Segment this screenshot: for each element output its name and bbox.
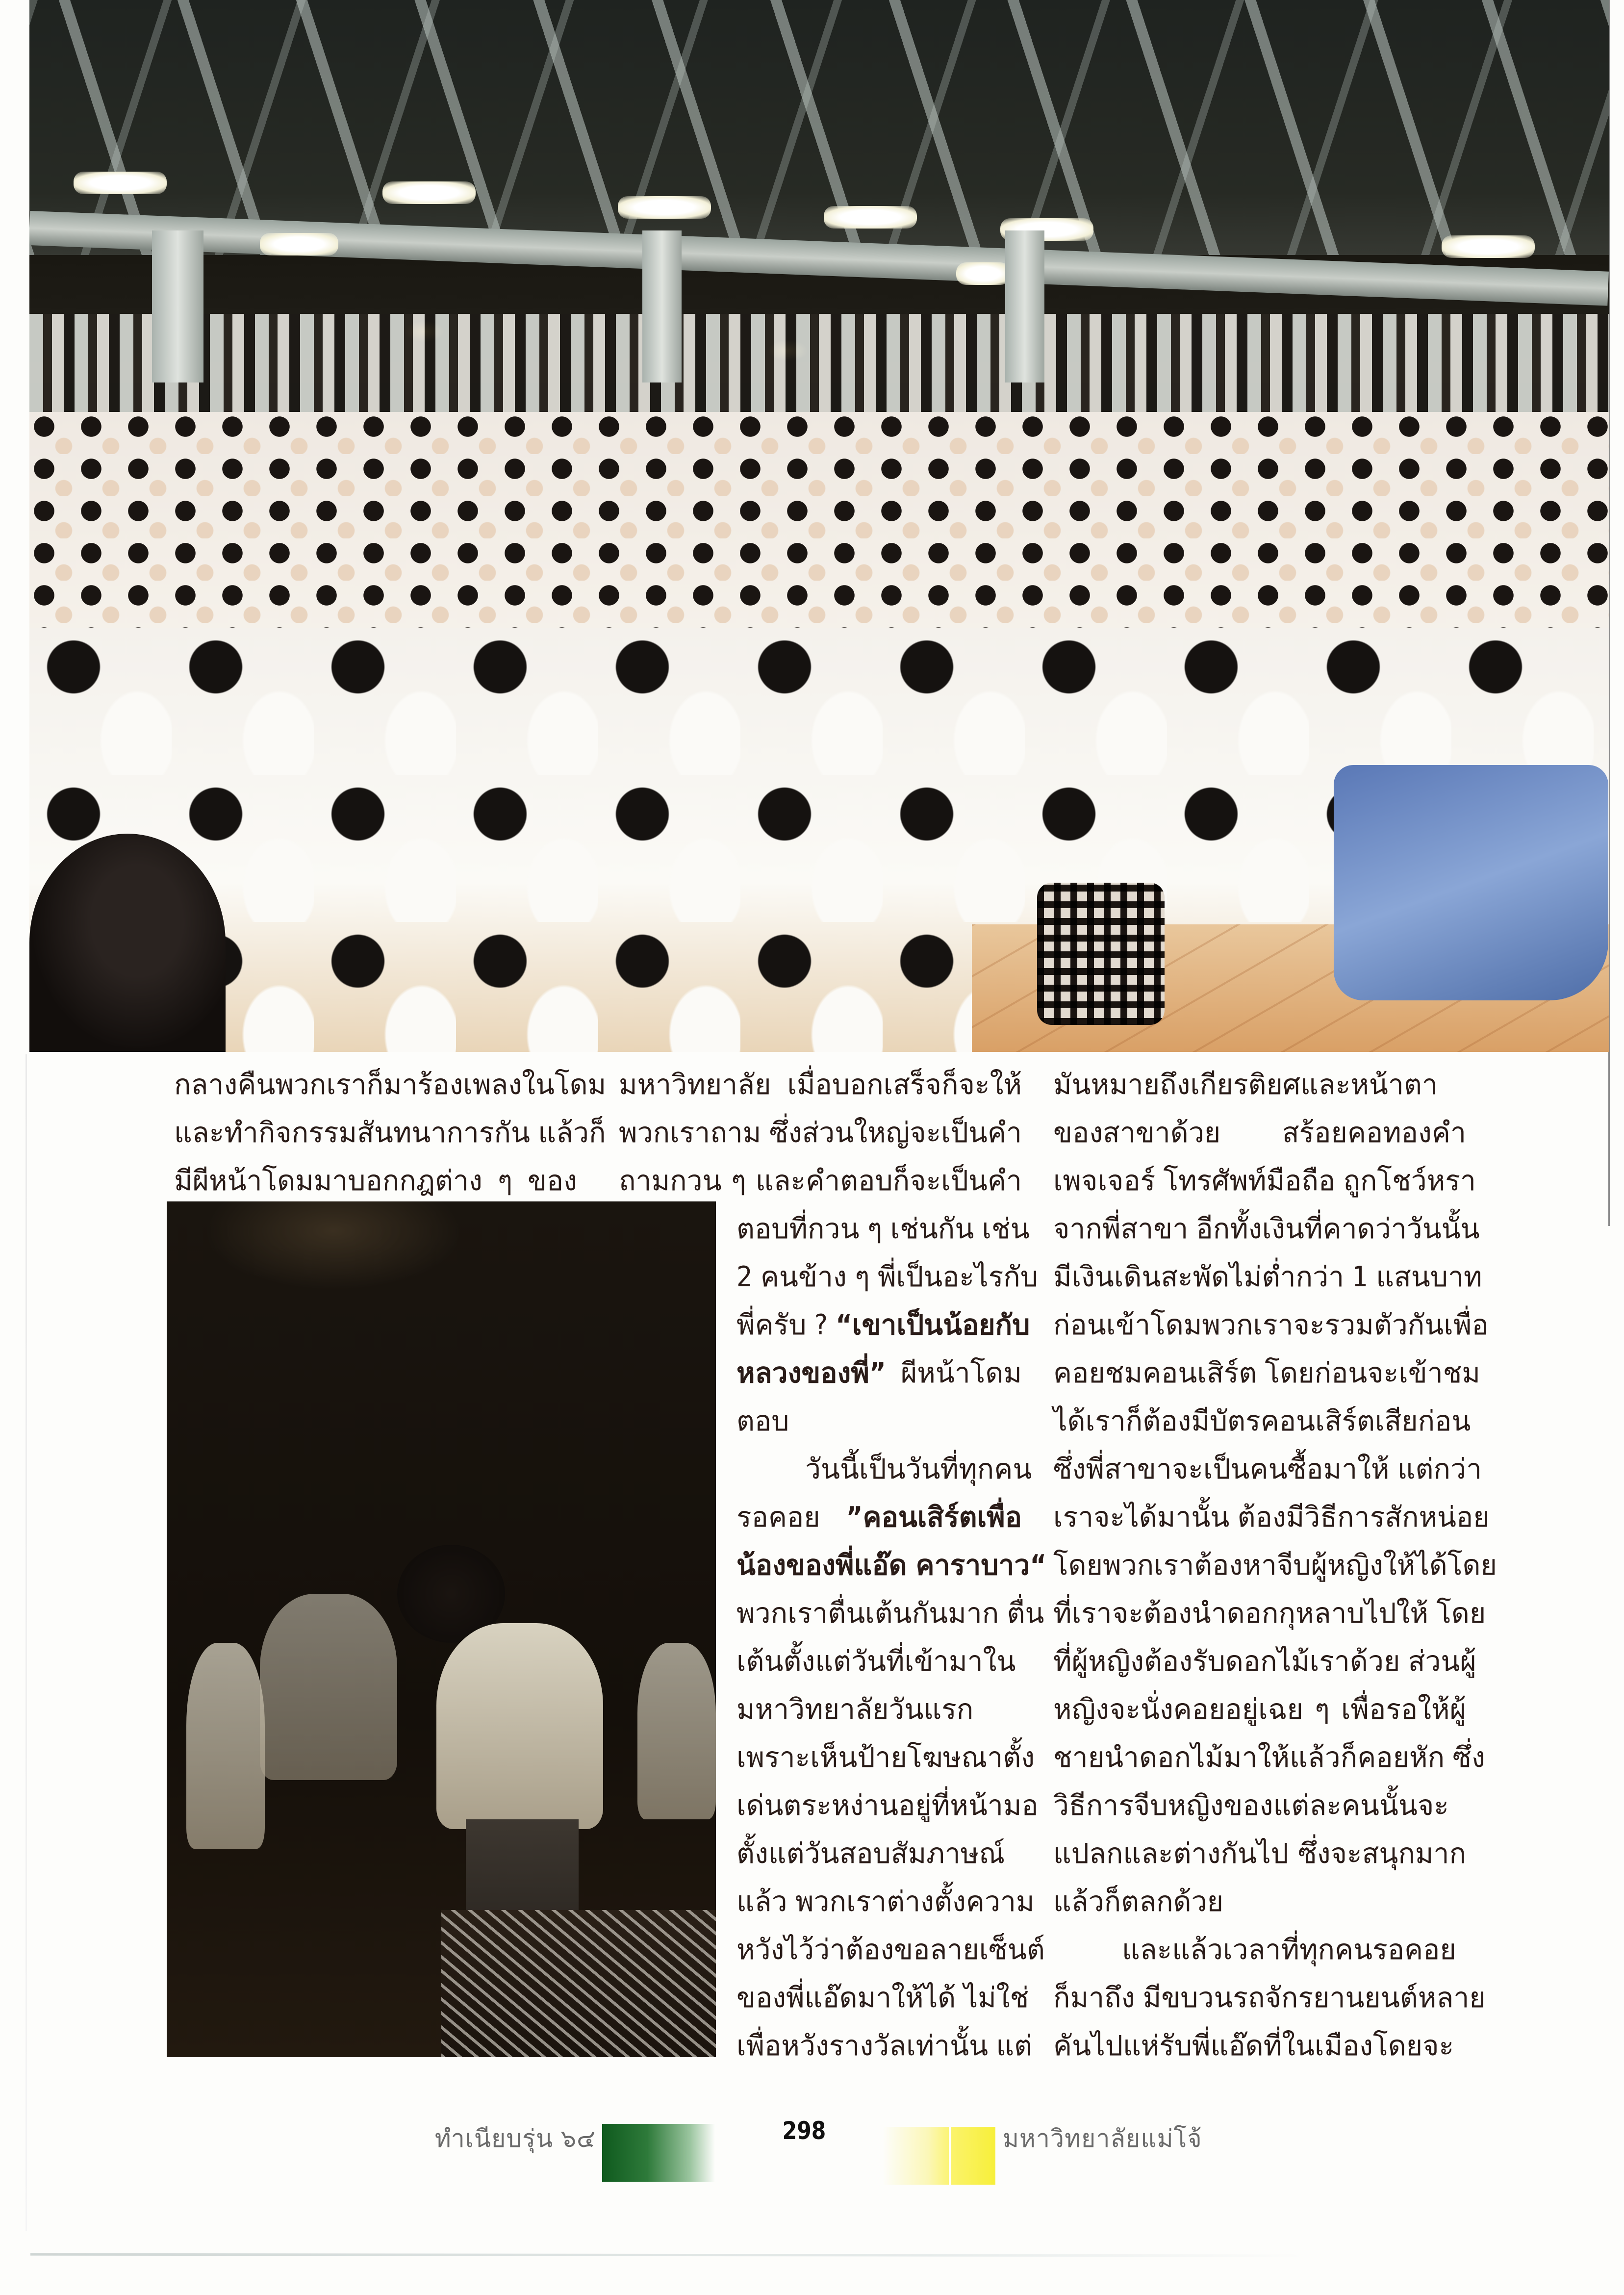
line-text: ที่เราจะต้องนำดอกกุหลาบไปให้ โดย [1053, 1597, 1486, 1630]
article-line [1053, 1974, 1486, 2022]
line-text: เพื่อหวังรางวัลเท่านั้น แต่ [736, 2030, 1033, 2062]
line-text: คันไปแห่รับพี่แอ๊ดที่ในเมืองโดยจะ [1053, 2030, 1454, 2062]
emphasized-text: หลวงของพี่” [736, 1357, 886, 1389]
green-color-bar [602, 2124, 715, 2182]
hall-pillar [152, 230, 203, 382]
line-text: ซึ่งพี่สาขาจะเป็นคนซื้อมาให้ แต่กว่า [1053, 1453, 1482, 1485]
article-line [1053, 1301, 1489, 1349]
yellow-color-bar [883, 2127, 995, 2185]
university-name: มหาวิทยาลัยแม่โจ้ [1003, 2124, 1202, 2153]
line-text: พี่ครับ ? [736, 1309, 836, 1341]
line-text: และแล้วเวลาที่ทุกคนรอคอย [1122, 1934, 1456, 1966]
article-line: พวกเราถาม ซึ่งส่วนใหญ่จะเป็นคำ [619, 1117, 1022, 1149]
plaid-shirt-foreground [441, 1910, 716, 2057]
ceiling-lamp [382, 181, 476, 204]
line-text: วิธีการจีบหญิงของแต่ละคนนั้นจะ [1053, 1789, 1449, 1822]
article-line [1053, 1878, 1466, 1926]
line-text: ก่อนเข้าโดมพวกเราจะรวมตัวกันเพื่อ [1053, 1309, 1489, 1341]
article-line [736, 1878, 1035, 1926]
line-text: เต้นตั้งแต่วันที่เข้ามาใน [736, 1645, 1016, 1678]
article-line [1053, 2022, 1466, 2070]
line-text: โดยพวกเราต้องหาจีบผู้หญิงให้ได้โดย [1053, 1549, 1497, 1581]
line-text: มหาวิทยาลัยวันแรก [736, 1693, 974, 1726]
article-line [736, 1397, 1022, 1445]
article-line [1053, 1205, 1480, 1253]
line-text: วันนี้เป็นวันที่ทุกคน [805, 1453, 1032, 1485]
ceiling-lamp [824, 206, 917, 229]
article-line [736, 1349, 1022, 1397]
article-line [1053, 1253, 1482, 1301]
line-text: มันหมายถึงเกียรติยศและหน้าตา [1053, 1069, 1438, 1101]
article-line [736, 1974, 1029, 2022]
article-column-2-top [619, 1061, 1022, 1205]
foreground-head [29, 834, 226, 1052]
article-line: มหาวิทยาลัย เมื่อบอกเสร็จก็จะให้ [619, 1069, 1022, 1101]
line-text: หญิงจะนั่งคอยอยู่เฉย ๆ เพื่อรอให้ผู้ [1053, 1693, 1466, 1726]
article-column-1 [174, 1061, 607, 1205]
line-text: แปลกและต่างกันไป ซึ่งจะสนุกมาก [1053, 1837, 1466, 1870]
ceiling-lamp [618, 196, 711, 219]
article-line [736, 1734, 1035, 1782]
article-line [736, 1830, 1022, 1878]
ceiling-lamp [74, 172, 167, 194]
article-line: มีผีหน้าโดมมาบอกกฎต่าง ๆ ของ [174, 1165, 577, 1197]
article-line [1053, 1637, 1476, 1685]
line-text: แล้วก็ตลกด้วย [1053, 1886, 1224, 1918]
line-text: ผีหน้าโดม [886, 1357, 1022, 1389]
line-text: ที่ผู้หญิงต้องรับดอกไม้เราด้วย ส่วนผู้ [1053, 1645, 1476, 1678]
article-line [736, 1926, 1045, 1974]
crowd-photo [29, 0, 1609, 1052]
line-text: เด่นตระหง่านอยู่ที่หน้ามอ [736, 1789, 1039, 1822]
hall-pillar [642, 230, 682, 382]
emphasized-text: “เขาเป็นน้อยกับ [836, 1309, 1030, 1341]
article-line: ถามกวน ๆ และคำตอบก็จะเป็นคำ [619, 1165, 1022, 1197]
article-line [1053, 1445, 1482, 1493]
article-line: และทำกิจกรรมสันทนาการกัน แล้วก็ [174, 1117, 606, 1149]
dancer-white-shirt [436, 1623, 603, 1829]
emphasized-text: ”คอนเสิร์ตเพื่อ [846, 1501, 1022, 1533]
ceiling-lamp [1442, 235, 1535, 258]
line-text: ของพี่แอ๊ดมาให้ได้ ไม่ใช่ [736, 1982, 1029, 2014]
article-line [1053, 1349, 1481, 1397]
article-line [736, 1301, 1030, 1349]
article-column-3 [1053, 1061, 1497, 2070]
line-text: แล้ว พวกเราต่างตั้งความ [736, 1886, 1035, 1918]
line-text: ตอบที่กวน ๆ เช่นกัน เช่น [736, 1213, 1030, 1245]
plaid-bag [1037, 883, 1165, 1025]
article-line [1053, 1782, 1466, 1830]
article-column-2-beside-photo [736, 1205, 1047, 2070]
page-number: 298 [782, 2116, 826, 2145]
ceiling-lamp [260, 233, 338, 255]
hall-pillar [1005, 230, 1044, 382]
article-line [1053, 1493, 1490, 1541]
article-line [736, 2022, 1033, 2070]
article-line [736, 1589, 1044, 1637]
line-text: รอคอย [736, 1501, 846, 1533]
article-line [736, 1685, 1022, 1734]
line-text: ตอบ [736, 1405, 789, 1437]
line-text: เพราะเห็นป้ายโฆษณาตั้ง [736, 1741, 1035, 1774]
line-text: ตั้งแต่วันสอบสัมภาษณ์ [736, 1837, 1005, 1870]
yellow-bar-divider [949, 2127, 951, 2185]
line-text: ของสาขาด้วย สร้อยคอทองคำ [1053, 1117, 1466, 1149]
line-text: ชายนำดอกไม้มาให้แล้วก็คอยหัก ซึ่ง [1053, 1741, 1485, 1774]
article-line [1053, 1061, 1466, 1109]
dancing-photo [167, 1201, 716, 2057]
line-text: 2 คนข้าง ๆ พี่เป็นอะไรกับ [736, 1261, 1039, 1293]
article-line [1053, 1685, 1466, 1734]
article-line [736, 1253, 1039, 1301]
emphasized-text: น้องของพี่แอ๊ด คาราบาว“ [736, 1549, 1047, 1581]
page-bottom-rule [30, 2253, 1305, 2257]
line-text: พวกเราตื่นเต้นกันมาก ตื่น [736, 1597, 1044, 1630]
article-line [1053, 1589, 1486, 1637]
yearbook-title: ทำเนียบรุ่น ๖๔ [434, 2124, 596, 2153]
line-text: เราจะได้มานั้น ต้องมีวิธีการสักหน่อย [1053, 1501, 1490, 1533]
person-in-jeans [1334, 765, 1608, 1000]
dancer-background [260, 1594, 397, 1780]
article-line [736, 1637, 1022, 1685]
line-text: ได้เราก็ต้องมีบัตรคอนเสิร์ตเสียก่อน [1053, 1405, 1471, 1437]
line-text: เพจเจอร์ โทรศัพท์มือถือ ถูกโชว์หรา [1053, 1165, 1476, 1197]
article-line [1053, 1541, 1497, 1589]
article-line [736, 1782, 1039, 1830]
article-line [736, 1445, 1032, 1493]
line-text: ก็มาถึง มีขบวนรถจักรยานยนต์หลาย [1053, 1982, 1486, 2014]
article-line: กลางคืนพวกเราก็มาร้องเพลงในโดม [174, 1069, 607, 1101]
article-line [736, 1541, 1047, 1589]
article-line [1053, 1157, 1476, 1205]
article-line [1053, 1734, 1485, 1782]
article-line [1053, 1397, 1471, 1445]
article-line [1053, 1109, 1466, 1157]
article-line [1053, 1926, 1466, 1974]
page-edge-shadow [25, 1054, 27, 2231]
ceiling-lamp [956, 262, 1010, 285]
line-text: มีเงินเดินสะพัดไม่ต่ำกว่า 1 แสนบาท [1053, 1261, 1482, 1293]
article-line [736, 1493, 1022, 1541]
article-line [736, 1205, 1030, 1253]
dancer-right [637, 1643, 716, 1819]
line-text: หวังไว้ว่าต้องขอลายเซ็นต์ [736, 1934, 1045, 1966]
line-text: คอยชมคอนเสิร์ต โดยก่อนจะเข้าชม [1053, 1357, 1481, 1389]
article-line [1053, 1830, 1466, 1878]
dancer-left [186, 1643, 265, 1849]
line-text: จากพี่สาขา อีกทั้งเงินที่คาดว่าวันนั้น [1053, 1213, 1480, 1245]
